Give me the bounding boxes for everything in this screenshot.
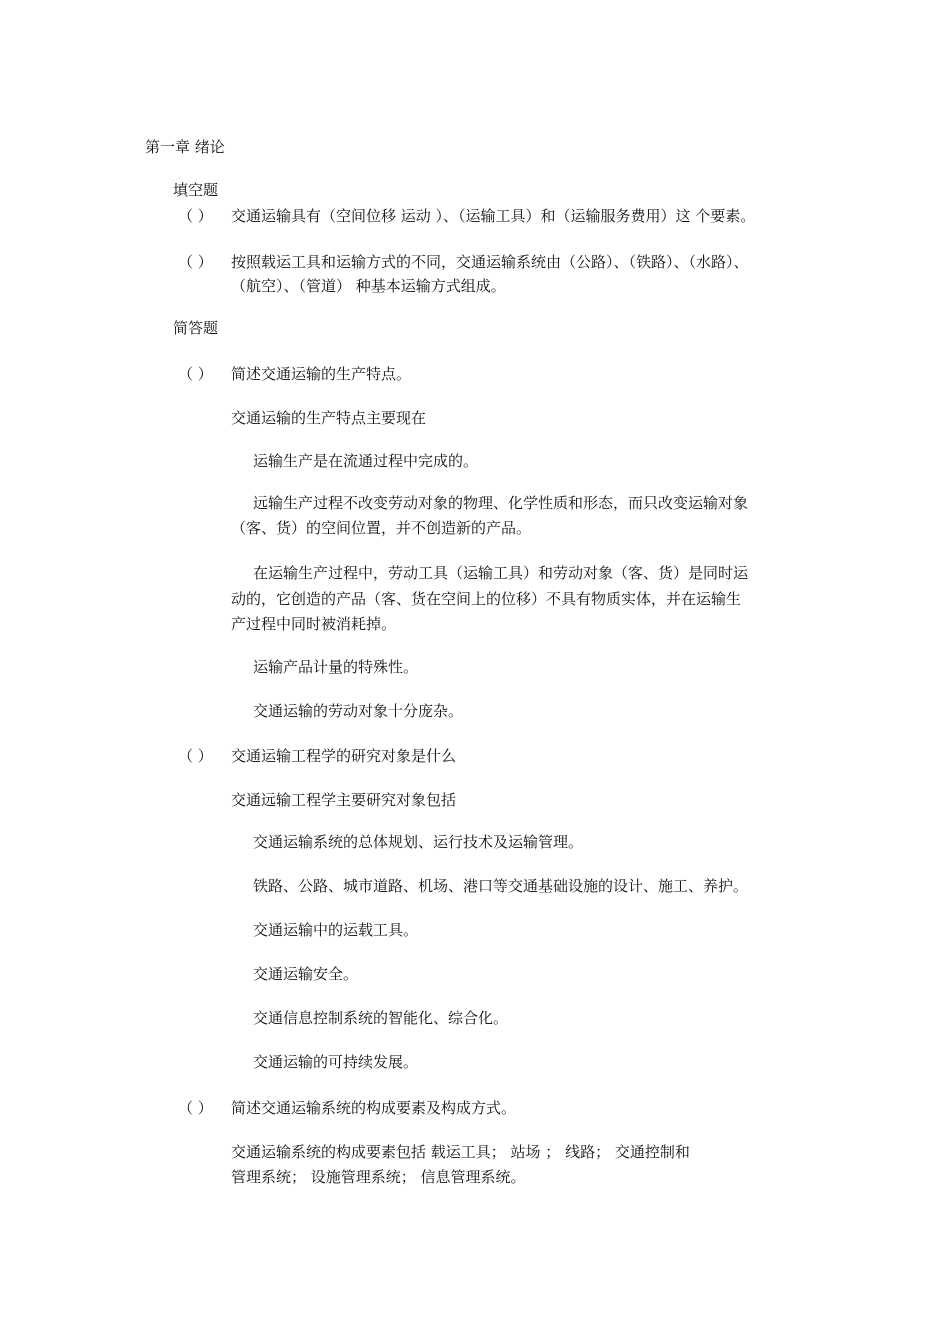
fill-in-question-2-line-2: （航空）、（管道） 种基本运输方式组成。 [231, 277, 506, 295]
answer-point: 交通信息控制系统的智能化、综合化。 [253, 1009, 509, 1027]
question-number: （ ） [178, 1099, 213, 1117]
answer-point: 铁路、公路、城市道路、机场、港口等交通基础设施的设计、施工、养护。 [253, 877, 749, 895]
short-answer-question-3: 简述交通运输系统的构成要素及构成方式。 [231, 1099, 517, 1117]
answer-point-continued: 动的，它创造的产品（客、货在空间上的位移）不具有物质实体，并在运输生 [231, 590, 742, 608]
answer-point: 交通运输的劳动对象十分庞杂。 [253, 702, 464, 720]
section-heading-short-answer: 简答题 [173, 319, 219, 337]
answer-point: 交通运输系统的总体规划、运行技术及运输管理。 [253, 833, 584, 851]
answer-point: 在运输生产过程中，劳动工具（运输工具）和劳动对象（客、货）是同时运 [253, 564, 749, 582]
chapter-title: 第一章 绪论 [145, 138, 225, 156]
answer-point: 交通运输中的运载工具。 [253, 921, 419, 939]
question-number: （ ） [178, 253, 213, 271]
question-number: （ ） [178, 207, 213, 225]
answer-intro: 交通运输的生产特点主要现在 [231, 409, 427, 427]
answer-point: 运输生产是在流通过程中完成的。 [253, 452, 479, 470]
answer-intro: 交通远输工程学主要研究对象包括 [231, 791, 457, 809]
question-number: （ ） [178, 365, 213, 383]
short-answer-question-1: 简述交通运输的生产特点。 [231, 365, 412, 383]
answer-point: 交通运输的可持续发展。 [253, 1053, 419, 1071]
answer-point: 交通运输安全。 [253, 965, 359, 983]
answer-point: 运输产品计量的特殊性。 [253, 658, 419, 676]
section-heading-fill-in: 填空题 [173, 181, 219, 199]
answer-text: 交通运输系统的构成要素包括 载运工具； 站场 ； 线路； 交通控制和 [231, 1143, 690, 1161]
question-number: （ ） [178, 747, 213, 765]
answer-point-continued: 产过程中同时被消耗掉。 [231, 615, 397, 633]
answer-text-continued: 管理系统； 设施管理系统； 信息管理系统。 [231, 1168, 526, 1186]
short-answer-question-2: 交通运输工程学的研究对象是什么 [231, 747, 457, 765]
answer-point-continued: （客、货）的空间位置，并不创造新的产品。 [231, 519, 532, 537]
fill-in-question-1: 交通运输具有（空间位移 运动 ）、（运输工具）和（运输服务费用）这 个要素。 [231, 207, 756, 225]
fill-in-question-2-line-1: 按照载运工具和运输方式的不同，交通运输系统由（公路）、（铁路）、（水路）、 [231, 253, 749, 271]
answer-point: 远输生产过程不改变劳动对象的物理、化学性质和形态，而只改变运输对象 [253, 494, 749, 512]
